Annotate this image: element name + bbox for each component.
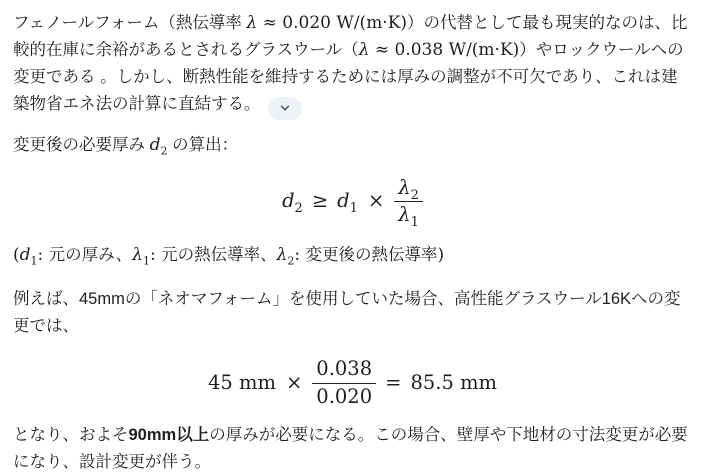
- legend-text-2: 元の熱伝導率、: [161, 246, 277, 265]
- paragraph-conclusion: [13, 422, 692, 476]
- lead-text-run-2: の算出：: [167, 135, 239, 154]
- math-conductivity-1: ≈ 0.020 W/(m·K): [257, 13, 408, 33]
- math-lambda-2: λ: [358, 40, 370, 60]
- legend-close-paren: ): [437, 245, 445, 266]
- formula1-mid-sub: 1: [349, 201, 358, 217]
- formula1-relation: ≥: [311, 189, 329, 213]
- formula1-operator: ×: [367, 189, 385, 213]
- legend-var-lambda1: λ: [132, 245, 143, 266]
- legend-var-d1-sub: 1: [30, 254, 38, 268]
- paragraph-intro: [13, 10, 692, 120]
- expand-collapse-button[interactable]: [268, 97, 302, 120]
- legend-text-3: 変更後の熱伝導率: [305, 246, 438, 265]
- formula1-lhs-var: d: [282, 189, 295, 213]
- formula2-fraction: [312, 356, 376, 410]
- intro-text-run-3: ）やロックウールへの変更である 。しかし、断熱性能を維持するためには厚みの調整が不可欠であり、これは建築物省エネ法の計算に直結する。: [13, 41, 684, 113]
- formula1-fraction-denominator: [394, 201, 423, 228]
- formula1-lhs-sub: 2: [294, 201, 303, 217]
- formula2-equals: =: [385, 370, 402, 394]
- intro-text-run-1: フェノールフォーム（熱伝導率: [13, 14, 247, 32]
- legend-var-lambda2: λ: [276, 245, 288, 266]
- legend-colon-3: :: [294, 245, 306, 266]
- formula1-mid-var: d: [337, 189, 350, 213]
- paragraph-thickness-lead: [13, 132, 692, 159]
- conclusion-text-2: の厚みが必要になる。この場合、壁厚や下地材の寸法変更が必要になり、設計変更が伴う。: [13, 426, 688, 471]
- legend-var-lambda1-sub: 1: [142, 254, 150, 268]
- formula1-num-sub: 2: [410, 187, 419, 203]
- formula1-lhs: [282, 189, 303, 217]
- paragraph-example: [13, 286, 692, 340]
- math-conductivity-2: ≈ 0.038 W/(m·K): [369, 40, 520, 60]
- formula1-fraction: [394, 175, 423, 229]
- legend-var-lambda2-sub: 2: [287, 254, 295, 268]
- conclusion-text-1: となり、およそ: [13, 426, 129, 444]
- formula2-result: 85.5 mm: [410, 370, 498, 394]
- formula1-mid: [337, 189, 358, 217]
- chevron-down-icon: [279, 102, 291, 114]
- intro-text-run-2: ）の代替として最も現実的なのは、比較的在庫に余裕があるとされるグラスウール（: [13, 14, 688, 59]
- legend-colon-2: :: [149, 245, 162, 266]
- formula2-fraction-numerator: 0.038: [316, 357, 373, 381]
- example-text: 例えば、45mmの「ネオマフォーム」を使用していた場合、高性能グラスウール16Kへの変更では、: [13, 290, 681, 336]
- formula2-prefix: 45 mm: [207, 370, 276, 394]
- formula1-den-sub: 1: [410, 214, 419, 230]
- legend-text-1: 元の厚み、: [48, 246, 133, 265]
- formula-thickness-calculation: [13, 356, 692, 410]
- conclusion-bold-90mm: 90mm以上: [128, 426, 210, 444]
- formula1-fraction-numerator: [394, 175, 423, 201]
- legend-colon-1: :: [37, 245, 49, 266]
- paragraph-variable-legend: [13, 242, 692, 269]
- formula2-fraction-denominator: 0.020: [312, 383, 376, 410]
- formula1-num-var: λ: [398, 175, 411, 199]
- math-var-d2: d: [149, 134, 161, 155]
- math-lambda-1: λ: [246, 13, 258, 33]
- formula-thickness-inequality: [13, 175, 692, 229]
- formula1-den-var: λ: [398, 202, 411, 226]
- lead-text-run-1: 変更後の必要厚み: [13, 135, 150, 154]
- legend-var-d1: d: [19, 245, 31, 266]
- legend-open-paren: (: [13, 245, 20, 266]
- math-sub-2: 2: [160, 143, 168, 157]
- formula2-operator: ×: [285, 370, 303, 394]
